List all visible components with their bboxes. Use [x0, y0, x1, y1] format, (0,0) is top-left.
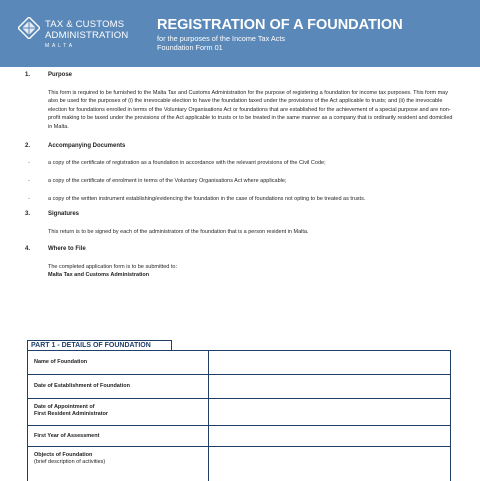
page-subtitle: for the purposes of the Income Tax Acts: [157, 34, 286, 43]
appointment-date-label: [34, 404, 108, 418]
row-divider: [208, 351, 209, 374]
section-2-title: Accompanying Documents: [48, 143, 126, 149]
first-year-assessment-label: First Year of Assessment: [34, 433, 100, 439]
form-row-name: [28, 351, 450, 375]
row-divider: [208, 375, 209, 398]
section-4-text: The completed application form is to be submitted to:: [48, 264, 178, 270]
section-3-title: Signatures: [48, 211, 80, 217]
section-1-title: Purpose: [48, 72, 73, 78]
section-1-text: This form is required to be furnished to the Malta Tax and Customs Administration for the purpose of registering a foundation for income tax purposes. This form may also be used for the purposes of (i) the irrevocable election to have the foundation taxed under the provisions of the Act applicable to trusts; and (ii) the irrevocable election for foundations enrolled in terms of the Voluntary Organisations Act or foundations that are established for the achievement of a special purpose and are non-profit making to be taxed under the provisions of the Act applicable to trusts or to be treated in the same manner as a company that is ordinarily resident and domiciled in Malta.: [48, 90, 453, 130]
appointment-label-line1: Date of Appointment of: [34, 404, 95, 410]
form-row-assessment: [28, 426, 450, 447]
row-divider: [208, 399, 209, 425]
section-3-text: This return is to be signed by each of the administrators of the foundation that is a person resident in Malta.: [48, 229, 309, 235]
document-item: a copy of the certificate of registration as a foundation in accordance with the relevant provisions of the Civil Code;: [48, 160, 326, 166]
form-row-objects: [28, 447, 450, 481]
part1-label: PART 1 - DETAILS OF FOUNDATION: [31, 342, 151, 349]
section-2-number: 2.: [25, 143, 31, 149]
page-title: REGISTRATION OF A FOUNDATION: [157, 17, 403, 33]
section-4-title: Where to File: [48, 246, 86, 252]
header-banner: [0, 0, 480, 67]
foundation-details-table: [27, 350, 451, 481]
logo-line2: ADMINISTRATION: [45, 30, 129, 41]
logo-emblem-icon: [18, 17, 40, 39]
appointment-label-line2: First Resident Administrator: [34, 411, 109, 417]
bullet-dash: -: [28, 196, 30, 202]
form-row-appointment: [28, 399, 450, 426]
logo-line1: TAX & CUSTOMS: [45, 19, 125, 30]
row-divider: [208, 426, 209, 446]
objects-label-title: Objects of Foundation: [34, 452, 93, 458]
document-item: a copy of the certificate of enrolment in terms of the Voluntary Organisations Act where applicable;: [48, 178, 287, 184]
bullet-dash: -: [28, 178, 30, 184]
form-number: Foundation Form 01: [157, 43, 223, 52]
establishment-date-label: Date of Establishment of Foundation: [34, 383, 130, 389]
section-1-number: 1.: [25, 72, 31, 78]
logo-line3: MALTA: [45, 43, 75, 49]
objects-label-sub: (brief description of activities): [34, 459, 106, 465]
section-4-number: 4.: [25, 246, 31, 252]
objects-label: [34, 452, 105, 466]
section-4-recipient: Malta Tax and Customs Administration: [48, 272, 150, 278]
form-row-establishment: [28, 375, 450, 399]
bullet-dash: -: [28, 160, 30, 166]
row-divider: [208, 447, 209, 481]
section-3-number: 3.: [25, 211, 31, 217]
tax-customs-logo: [18, 16, 143, 54]
document-item: a copy of the written instrument establishing/evidencing the foundation in the case of foundations not opting to be treated as trusts.: [48, 196, 366, 202]
name-of-foundation-label: Name of Foundation: [34, 359, 88, 365]
